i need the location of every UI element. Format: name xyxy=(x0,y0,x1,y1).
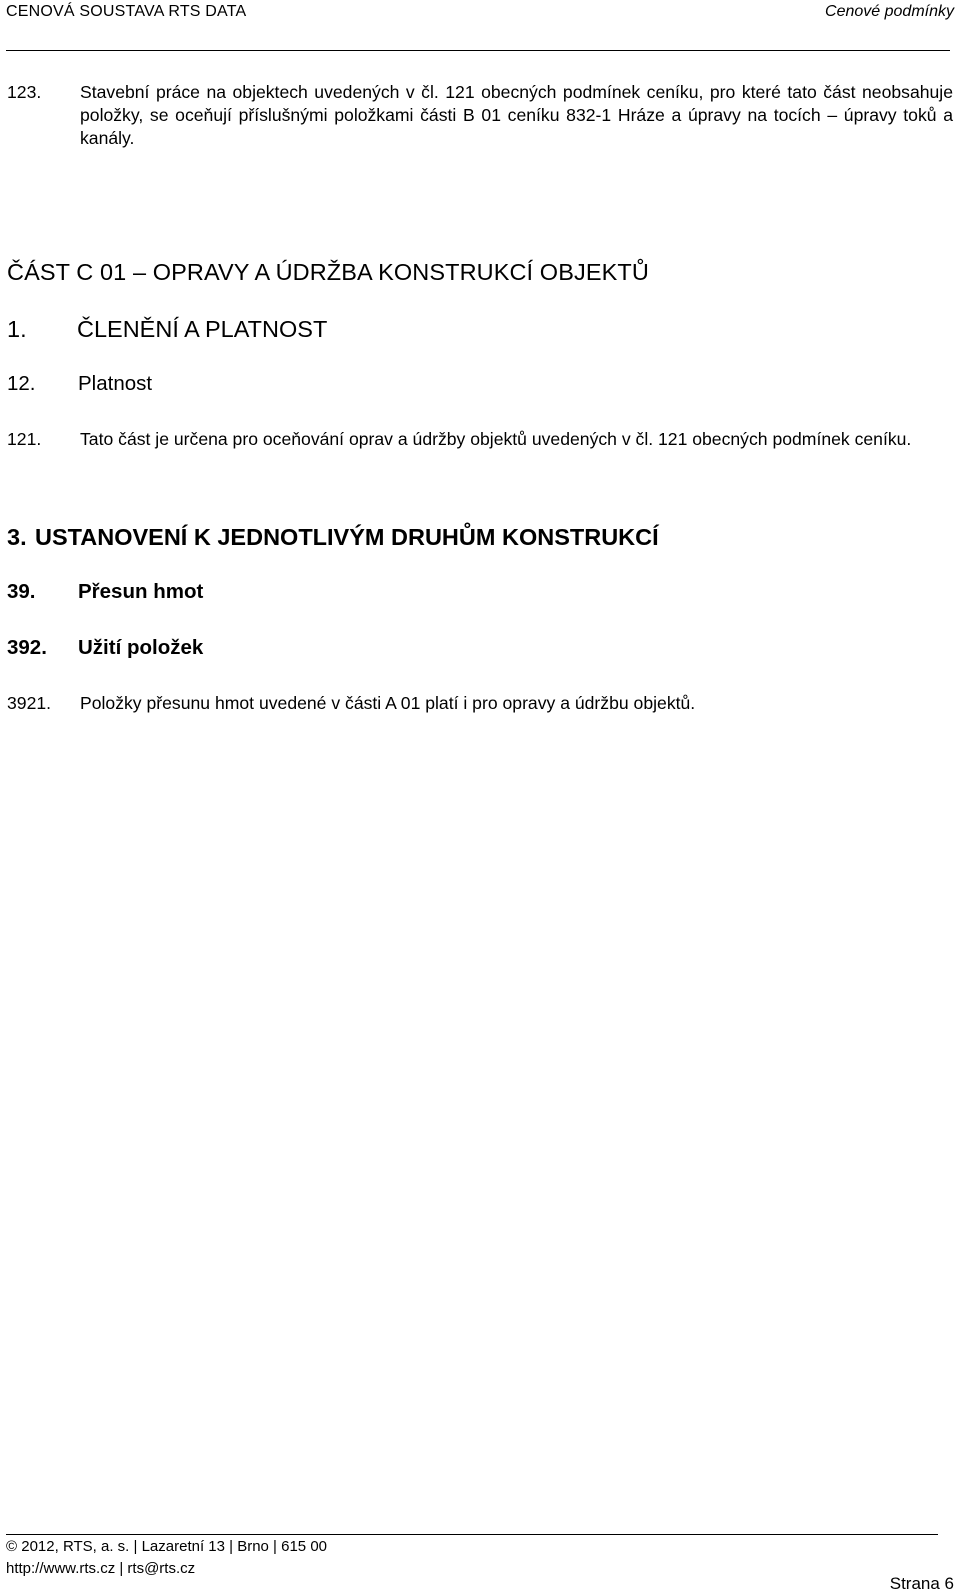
paragraph-121 xyxy=(7,428,953,451)
paragraph-number: 121. xyxy=(7,429,42,449)
footer-address: 2012, RTS, a. s. | Lazaretní 13 | Brno | 615 00 xyxy=(21,1538,327,1555)
heading-number: 39. xyxy=(7,580,36,603)
header-divider xyxy=(6,50,950,51)
heading-title: Užití položek xyxy=(78,636,204,659)
paragraph-text: Položky přesunu hmot uvedené v části A 01 platí i pro opravy a údržbu objektů. xyxy=(80,693,696,713)
page-header xyxy=(6,3,954,33)
heading-title: Přesun hmot xyxy=(78,580,204,603)
heading-number: 12. xyxy=(7,372,36,395)
footer-contacts: http://www.rts.cz | rts@rts.cz xyxy=(6,1560,196,1577)
paragraph-3921 xyxy=(7,692,953,715)
heading-number: 1. xyxy=(7,316,27,342)
heading-number: 392. xyxy=(7,636,47,659)
heading-number: 3. xyxy=(7,524,27,550)
header-section: Cenové podmínky xyxy=(825,3,954,20)
paragraph-number: 123. xyxy=(7,82,42,102)
page-number: Strana 6 xyxy=(889,1574,954,1593)
footer-divider xyxy=(6,1534,938,1535)
paragraph-number: 3921. xyxy=(7,693,52,713)
header-title: CENOVÁ SOUSTAVA RTS DATA xyxy=(6,3,247,20)
paragraph-123 xyxy=(7,81,953,150)
footer-copyright xyxy=(6,1538,327,1555)
part-heading: ČÁST C 01 – OPRAVY A ÚDRŽBA KONSTRUKCÍ OBJEKTŮ xyxy=(7,259,649,285)
copyright-icon: © xyxy=(6,1538,18,1555)
paragraph-text: Tato část je určena pro oceňování oprav a údržby objektů uvedených v čl. 121 obecných podmínek ceníku. xyxy=(80,429,912,449)
heading-title: ČLENĚNÍ A PLATNOST xyxy=(77,316,328,342)
heading-title: Platnost xyxy=(78,372,153,395)
heading-title: USTANOVENÍ K JEDNOTLIVÝM DRUHŮM KONSTRUKCÍ xyxy=(35,524,659,550)
paragraph-text: Stavební práce na objektech uvedených v čl. 121 obecných podmínek ceníku, pro které tato část neobsahuje položky, se oceňují příslušnými položkami části B 01 ceníku 832-1 Hráze a úpravy na tocích – úpravy toků a kanály. xyxy=(80,82,953,148)
